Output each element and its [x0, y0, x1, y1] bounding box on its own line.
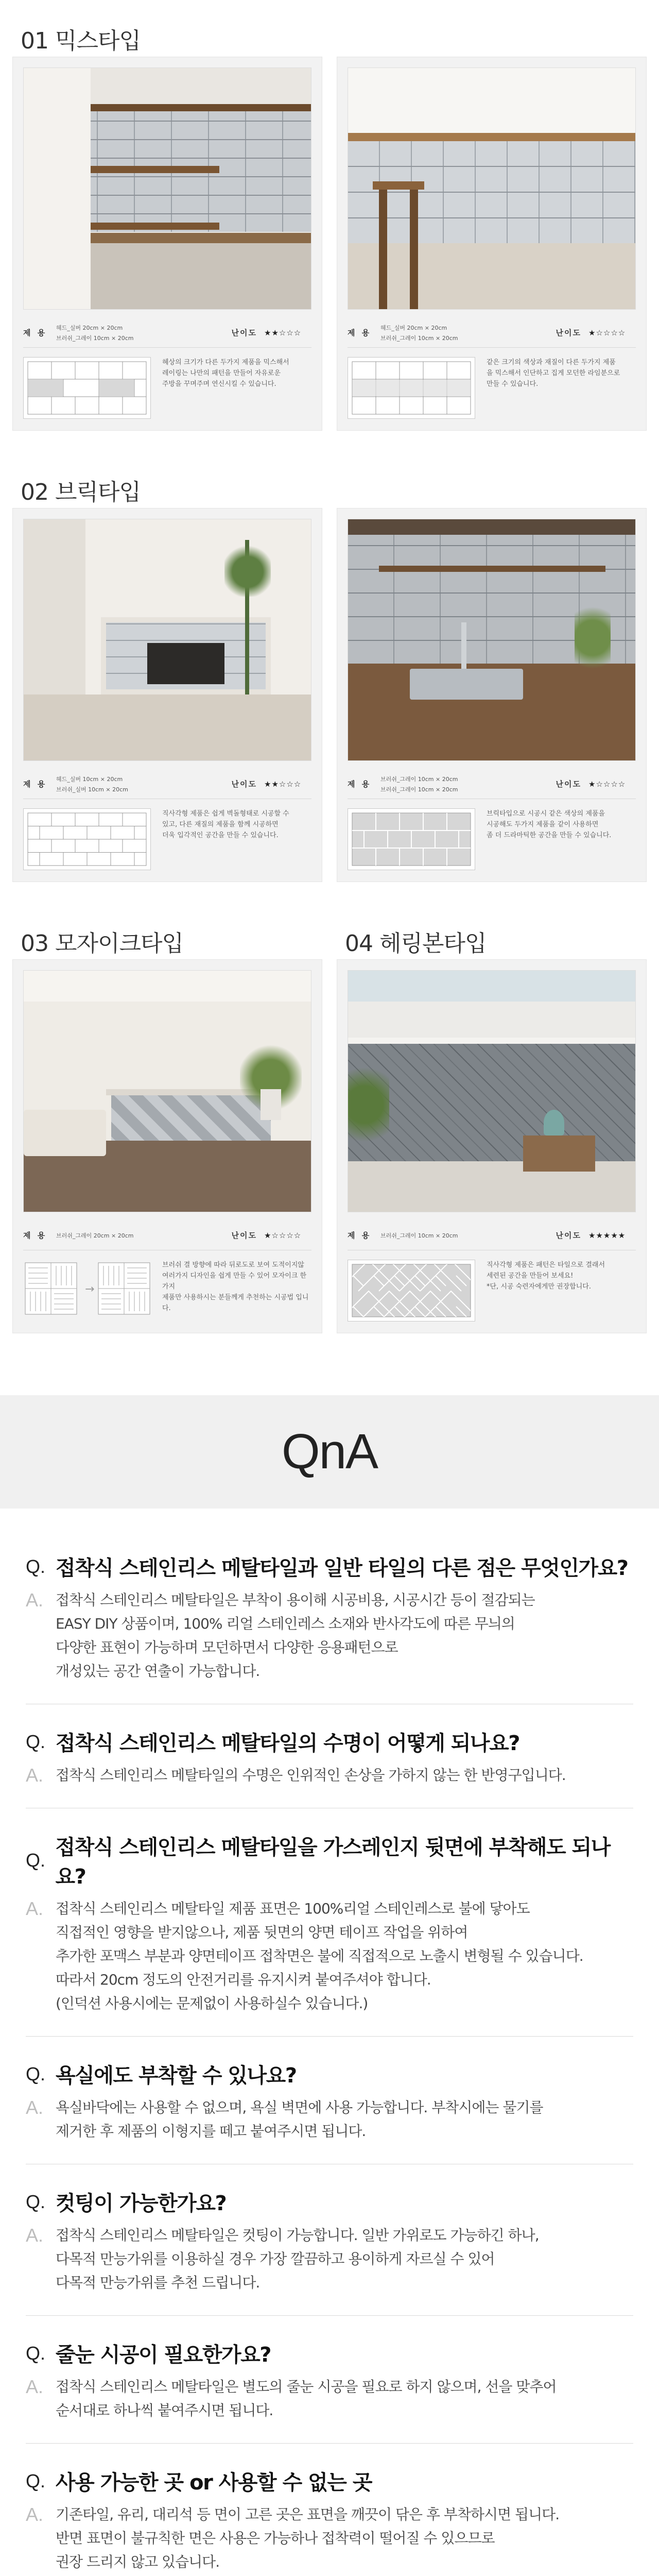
- qna-item: [26, 1704, 633, 1808]
- qna-item: [26, 1808, 633, 2037]
- spec-row: [23, 769, 311, 799]
- answer-mark: A.: [26, 2376, 44, 2397]
- difficulty-stars: ★☆☆☆☆: [588, 328, 626, 337]
- question-mark: Q.: [26, 1731, 46, 1752]
- answer-mark: A.: [26, 1898, 44, 1919]
- answer-text: 접착식 스테인리스 메탈타일은 별도의 줄눈 시공을 필요로 하지 않으며, 선을 맞추어 순서대로 하나씩 붙여주시면 됩니다.: [56, 2378, 557, 2419]
- question-text: 욕실에도 부착할 수 있나요?: [56, 2064, 297, 2088]
- spec-sizes: [380, 1231, 556, 1240]
- hallway-photo: [348, 970, 636, 1212]
- answer-text: 접착식 스테인리스 메탈타일은 부착이 용이해 시공비용, 시공시간 등이 절감되는 EASY DIY 상품이며, 100% 리얼 스테인레스 소재와 반사각도에 따른 무늬의 다양한 표현이 가능하며 모던하면서 다양한 응용패턴으로 개성있는 공간 연출이 가능합니다.: [56, 1591, 535, 1680]
- living-room-photo: [23, 970, 311, 1212]
- description-row: [348, 1260, 636, 1321]
- difficulty-stars: ★☆☆☆☆: [264, 1230, 302, 1240]
- difficulty-label: 난이도: [231, 779, 257, 789]
- spec-size: 브러쉬_그레이 10cm × 20cm: [380, 775, 458, 783]
- answer-text: 접착식 스테인리스 메탈타일 제품 표면은 100%리얼 스테인레스로 불에 닿아도 직접적인 영향을 받지않으나, 제품 뒷면의 양면 테이프 작업을 위하여 추가한 포맥스 부분과 양면테이프 접착면은 불에 직접적으로 노출시 변형될 수 있습니다. 따라서 20cm 정도의 안전거리를 유지시켜 붙여주셔야 합니다. (인덕션 사용시에는 문제없이 사용하실수 있습니다.): [56, 1900, 583, 2012]
- section-brick: [0, 508, 659, 882]
- difficulty-label: 난이도: [556, 328, 581, 337]
- svg-text:→: →: [85, 1283, 95, 1296]
- spec-label: 제 용: [348, 328, 372, 337]
- qna-item: [26, 2037, 633, 2164]
- question-text: 접착식 스테인리스 메탈타일과 일반 타일의 다른 점은 무엇인가요?: [56, 1556, 628, 1580]
- question-mark: Q.: [26, 2470, 46, 2492]
- qna-header: [0, 1395, 659, 1509]
- spec-size: 브러쉬_그레이 20cm × 20cm: [56, 1232, 134, 1239]
- spec-label: 제 용: [23, 779, 47, 789]
- answer-mark: A.: [26, 2504, 44, 2525]
- spec-label: 제 용: [348, 779, 372, 789]
- section-title-mosaic: 03 모자이크타입: [21, 930, 183, 957]
- answer-mark: A.: [26, 2225, 44, 2246]
- spec-sizes: [56, 1231, 232, 1240]
- spec-label: 제 용: [23, 328, 47, 337]
- section-mix: [0, 57, 659, 431]
- answer-mark: A.: [26, 2097, 44, 2118]
- section-titles-row: [0, 923, 659, 959]
- section-title-herringbone: 04 헤링본타입: [345, 930, 487, 957]
- spec-sizes: [380, 324, 556, 342]
- card-description: 브릭타입으로 시공시 같은 색상의 제품을 시공해도 두가지 제품을 같이 사용하면 좀 더 드라마틱한 공간을 만들 수 있습니다.: [487, 810, 612, 839]
- qna-item: [26, 1529, 633, 1704]
- question-mark: Q.: [26, 2191, 46, 2212]
- sink-photo: [348, 519, 636, 761]
- answer-text: 접착식 스테인리스 메탈타일은 컷팅이 가능합니다. 일반 가위로도 가능하긴 하나, 다목적 만능가위를 이용하실 경우 가장 깔끔하고 용이하게 자르실 수 있어 다목적 만능가위를 추천 드립니다.: [56, 2227, 539, 2291]
- difficulty-stars: ★★★★★: [588, 1230, 626, 1240]
- spec-row: [348, 769, 636, 799]
- tile-card: [337, 508, 647, 882]
- question-text: 사용 가능한 곳 or 사용할 수 없는 곳: [56, 2471, 372, 2495]
- difficulty-label: 난이도: [556, 1231, 581, 1240]
- kitchen-bar-photo: [348, 67, 636, 310]
- answer-text: 접착식 스테인리스 메탈타일의 수명은 인위적인 손상을 가하지 않는 한 반영구입니다.: [56, 1767, 566, 1784]
- question-mark: Q.: [26, 1850, 46, 1871]
- spec-size: 헤드_실버 20cm × 20cm: [56, 324, 123, 331]
- section-title-brick: 02 브릭타입: [21, 479, 141, 505]
- difficulty-stars: ★★☆☆☆: [264, 779, 302, 789]
- card-description: 같은 크기의 색상과 재질이 다른 두가지 제품 을 믹스해서 인단하고 집게 모던한 라임분으로 만들 수 있습니다.: [487, 359, 620, 388]
- spec-size: 헤드_실버 20cm × 20cm: [380, 324, 447, 331]
- answer-text: 욕실바닥에는 사용할 수 없으며, 욕실 벽면에 사용 가능합니다. 부착시에는 물기를 제거한 후 제품의 이형지를 떼고 붙여주시면 됩니다.: [56, 2099, 543, 2140]
- spec-size: 브러쉬_그레이 10cm × 20cm: [380, 334, 458, 342]
- fireplace-photo: [23, 519, 311, 761]
- description-row: [23, 808, 311, 870]
- answer-mark: A.: [26, 1765, 44, 1786]
- card-description: 직사각형 제품은 쉽게 벽돌형태로 시공할 수 있고, 다른 재질의 제품을 함께 시공하면 더욱 입각적인 공간을 만들 수 있습니다.: [162, 810, 289, 839]
- tile-card: [337, 57, 647, 431]
- section-title-mix: 01 믹스타입: [21, 28, 141, 54]
- card-description: 헤상의 크기가 다른 두가지 제품을 믹스해서 레이링는 나만의 패턴을 만들어 자유로운 주방을 꾸며주며 연신시킬 수 있습니다.: [162, 359, 289, 388]
- tile-layout-diagram: [348, 808, 475, 870]
- question-mark: Q.: [26, 1555, 46, 1577]
- spec-size: 브러쉬_그레이 10cm × 20cm: [56, 334, 134, 342]
- spec-size: 헤드_실버 10cm × 20cm: [56, 775, 123, 783]
- answer-mark: A.: [26, 1589, 44, 1611]
- difficulty-label: 난이도: [556, 779, 581, 789]
- spec-size: 브러쉬_그레이 10cm × 20cm: [380, 1232, 458, 1239]
- spec-label: 제 용: [23, 1231, 47, 1240]
- tile-layout-diagram: [23, 357, 151, 419]
- description-row: [23, 1260, 311, 1321]
- spec-sizes: [56, 324, 232, 342]
- spec-row: [23, 318, 311, 348]
- tile-card: [12, 959, 322, 1333]
- question-text: 컷팅이 가능한가요?: [56, 2192, 227, 2215]
- difficulty-stars: ★★☆☆☆: [264, 328, 302, 337]
- qna-item: [26, 2164, 633, 2316]
- description-row: [348, 357, 636, 419]
- spec-row: [23, 1221, 311, 1250]
- spec-sizes: [56, 775, 232, 793]
- question-text: 접착식 스테인리스 메탈타일의 수명이 어떻게 되나요?: [56, 1732, 519, 1755]
- spec-size: 브러쉬_실버 10cm × 20cm: [56, 786, 128, 793]
- question-mark: Q.: [26, 2063, 46, 2084]
- question-text: 줄눈 시공이 필요한가요?: [56, 2343, 271, 2367]
- tile-layout-diagram: [23, 1260, 151, 1321]
- tile-layout-diagram: [348, 357, 475, 419]
- spec-row: [348, 1221, 636, 1250]
- tile-layout-diagram: [23, 808, 151, 870]
- qna-title: QnA: [281, 1424, 378, 1479]
- difficulty-stars: ★☆☆☆☆: [588, 779, 626, 789]
- difficulty-label: 난이도: [231, 1231, 257, 1240]
- tile-card: [337, 959, 647, 1333]
- question-text: 접착식 스테인리스 메탈타일을 가스레인지 뒷면에 부착해도 되나요?: [55, 1836, 610, 1889]
- description-row: [23, 357, 311, 419]
- qna-item: [26, 2316, 633, 2444]
- card-description: 브러쉬 결 방향에 따라 뒤로도로 보여 도적이지않 여러가지 디자인을 쉽게 만들 수 있어 모자이크 한가지 제품만 사용하시는 분들께게 추천하는 시공법 입니다.: [162, 1261, 309, 1312]
- card-description: 직사각형 제품은 패턴은 타일으로 결래서 세련된 공간을 만들어 보세요! *단, 시공 숙련자에게만 권장합니다.: [487, 1261, 605, 1291]
- spec-label: 제 용: [348, 1231, 372, 1240]
- spec-row: [348, 318, 636, 348]
- tile-card: [12, 508, 322, 882]
- spec-sizes: [380, 775, 556, 793]
- description-row: [348, 808, 636, 870]
- tile-card: [12, 57, 322, 431]
- question-mark: Q.: [26, 2342, 46, 2364]
- tile-layout-diagram: [348, 1260, 475, 1321]
- kitchen-photo: [23, 67, 311, 310]
- difficulty-label: 난이도: [231, 328, 257, 337]
- qna-item: [26, 2444, 633, 2576]
- answer-text: 기존타일, 유리, 대리석 등 면이 고른 곳은 표면을 깨끗이 닦은 후 부착하시면 됩니다. 반면 표면이 불규칙한 면은 사용은 가능하나 접착력이 떨어질 수 있으므로 권장 드리지 않고 있습니다.: [56, 2506, 560, 2570]
- section-mosaic-herringbone: [0, 959, 659, 1333]
- qna-list: [0, 1509, 659, 2576]
- spec-size: 브러쉬_그레이 10cm × 20cm: [380, 786, 458, 793]
